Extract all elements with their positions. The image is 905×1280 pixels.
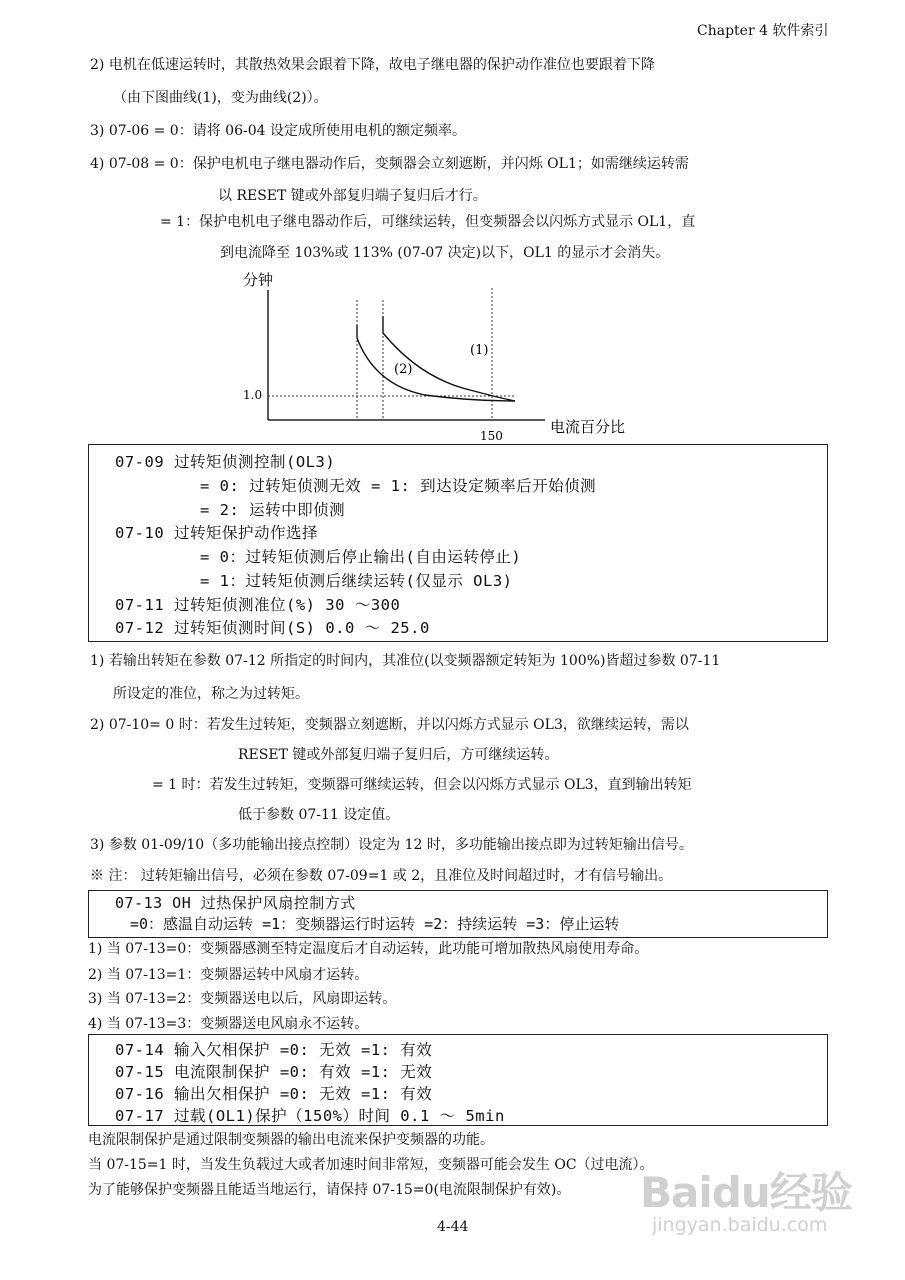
paragraph-line: 到电流降至 103%或 113% (07-07 决定)以下，OL1 的显示才会消失。 <box>220 245 670 261</box>
param-line: 07-16 输出欠相保护 =0: 无效 =1: 有效 <box>115 1085 433 1103</box>
list-item: 2) 当 07-13=1：变频器运转中风扇才运转。 <box>88 967 369 983</box>
paragraph-line: 低于参数 07-11 设定值。 <box>238 807 400 823</box>
paragraph-line: 为了能够保护变频器且能适当地运行，请保持 07-15=0(电流限制保护有效)。 <box>88 1182 571 1198</box>
watermark-logo: Baidu经验 <box>640 1168 852 1217</box>
param-line: 07-14 输入欠相保护 =0: 无效 =1: 有效 <box>115 1041 433 1059</box>
paragraph-line: 3) 参数 01-09/10（多功能输出接点控制）设定为 12 时，多功能输出接点即为过转矩输出信号。 <box>90 837 693 853</box>
paragraph-line: 当 07-15=1 时，当发生负载过大或者加速时间非常短，变频器可能会发生 OC（过电流）。 <box>88 1157 654 1173</box>
y-tick-label: 1.0 <box>243 388 263 402</box>
page-number: 4-44 <box>437 1219 469 1235</box>
list-item: 3) 当 07-13=2：变频器送电以后，风扇即运转。 <box>88 991 397 1007</box>
param-line: 07-15 电流限制保护 =0: 有效 =1: 无效 <box>115 1063 433 1081</box>
paragraph-line: RESET 键或外部复归端子复归后，方可继续运转。 <box>238 747 559 763</box>
paragraph-line: = 1：保护电机电子继电器动作后，可继续运转，但变频器会以闪烁方式显示 OL1，直 <box>160 214 696 230</box>
protection-curve-chart <box>0 0 905 450</box>
chapter-header: Chapter 4 软件索引 <box>697 23 829 39</box>
paragraph-line: （由下图曲线(1)，变为曲线(2)）。 <box>113 90 328 106</box>
chart-xlabel: 电流百分比 <box>550 418 626 436</box>
param-line: = 2: 运转中即侦测 <box>200 501 346 519</box>
paragraph-line: 4) 07-08 = 0：保护电机电子继电器动作后，变频器会立刻遮断，并闪烁 OL1；如需继续运转需 <box>90 156 689 172</box>
param-line: 07-12 过转矩侦测时间(S) 0.0 ～ 25.0 <box>115 619 430 637</box>
paragraph-line: 电流限制保护是通过限制变频器的输出电流来保护变频器的功能。 <box>88 1132 494 1148</box>
param-line: 07-17 过载(OL1)保护（150%）时间 0.1 ～ 5min <box>115 1107 505 1125</box>
paragraph-line: 2) 电机在低速运转时，其散热效果会跟着下降，故电子继电器的保护动作准位也要跟着下降 <box>90 57 655 73</box>
paragraph-line: 3) 07-06 = 0：请将 06-04 设定成所使用电机的额定频率。 <box>90 123 466 139</box>
paragraph-line: 以 RESET 键或外部复归端子复归后才行。 <box>218 188 487 204</box>
note-line: ※ 注： 过转矩输出信号，必须在参数 07-09=1 或 2，且准位及时间超过时，才有信号输出。 <box>90 868 673 884</box>
paragraph-line: 所设定的准位，称之为过转矩。 <box>113 686 309 702</box>
param-line: 07-11 过转矩侦测准位(%) 30 ～300 <box>115 596 401 614</box>
curve-label-1: (1) <box>470 343 489 358</box>
list-item: 4) 当 07-13=3：变频器送电风扇永不运转。 <box>88 1016 369 1032</box>
param-line: 07-13 OH 过热保护风扇控制方式 <box>115 894 356 912</box>
param-line: = 0: 过转矩侦测无效 = 1: 到达设定频率后开始侦测 <box>200 477 597 495</box>
param-line: = 1：过转矩侦测后继续运转(仅显示 OL3) <box>200 572 513 590</box>
paragraph-line: 2) 07-10= 0 时：若发生过转矩，变频器立刻遮断，并以闪烁方式显示 OL3，欲继续运转，需以 <box>90 717 689 733</box>
curve-2 <box>357 325 515 401</box>
param-line: 07-09 过转矩侦测控制(OL3) <box>115 453 336 471</box>
watermark-url: jingyan.baidu.com <box>652 1214 828 1236</box>
param-line: = 0：过转矩侦测后停止输出(自由运转停止) <box>200 548 522 566</box>
list-item: 1) 当 07-13=0：变频器感测至特定温度后才自动运转，此功能可增加散热风扇使用寿命。 <box>88 941 649 957</box>
paragraph-line: 1) 若输出转矩在参数 07-12 所指定的时间内，其准位(以变频器额定转矩为 100%)皆超过参数 07-11 <box>90 653 721 669</box>
x-tick-label: 150 <box>480 429 503 443</box>
param-line: 07-10 过转矩保护动作选择 <box>115 524 318 542</box>
paragraph-line: = 1 时：若发生过转矩，变频器可继续运转，但会以闪烁方式显示 OL3，直到输出转矩 <box>152 777 692 793</box>
curve-label-2: (2) <box>394 362 413 377</box>
chart-ylabel: 分钟 <box>243 271 274 289</box>
param-line: =0：感温自动运转 =1：变频器运行时运转 =2：持续运转 =3：停止运转 <box>130 915 620 933</box>
